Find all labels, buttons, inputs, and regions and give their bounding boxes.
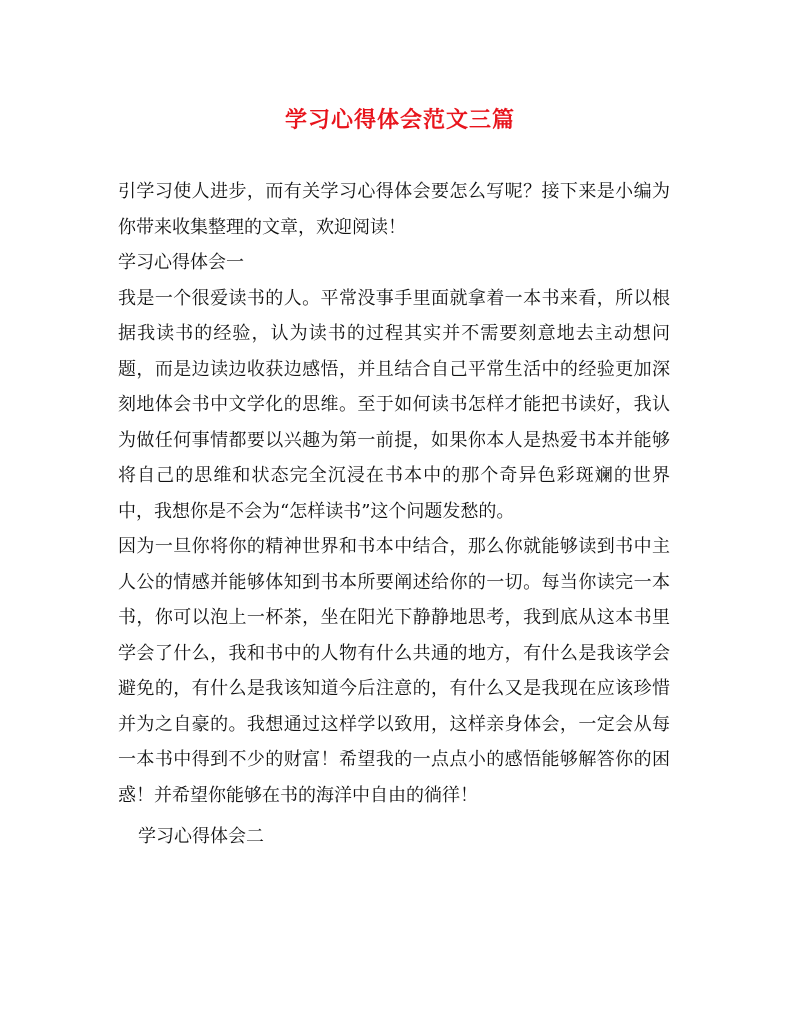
body-paragraph-1: 我是一个很爱读书的人。平常没事手里面就拿着一本书来看，所以根据我读书的经验，认为读书的过程其实并不需要刻意地去主动想问题，而是边读边收获边感悟，并且结合自己平常生活中的经验更加深刻地体会书中文学化的思维。至于如何读书怎样才能把书读好，我认为做任何事情都要以兴趣为第一前提，如果你本人是热爱书本并能够将自己的思维和状态完全沉浸在书本中的那个奇异色彩斑斓的世界中，我想你是不会为“怎样读书”这个问题发愁的。 bbox=[118, 287, 670, 522]
document-body bbox=[118, 174, 670, 855]
body-paragraph-2: 因为一旦你将你的精神世界和书本中结合，那么你就能够读到书中主人公的情感并能够体知到书本所要阐述给你的一切。每当你读完一本书，你可以泡上一杯茶，坐在阳光下静静地思考，我到底从这本书里学会了什么，我和书中的人物有什么共通的地方，有什么是我该学会避免的，有什么是我该知道今后注意的，有什么又是我现在应该珍惜并为之自豪的。我想通过这样学以致用，这样亲身体会，一定会从每一本书中得到不少的财富！希望我的一点点小的感悟能够解答你的困惑！并希望你能够在书的海洋中自由的徜徉！ bbox=[118, 536, 670, 806]
section-heading-2: 学习心得体会二 bbox=[138, 826, 264, 847]
intro-paragraph: 引学习使人进步，而有关学习心得体会要怎么写呢？接下来是小编为你带来收集整理的文章，欢迎阅读！ bbox=[118, 181, 670, 238]
document-title: 学习心得体会范文三篇 bbox=[284, 107, 515, 133]
section-heading-1: 学习心得体会一 bbox=[118, 252, 244, 273]
